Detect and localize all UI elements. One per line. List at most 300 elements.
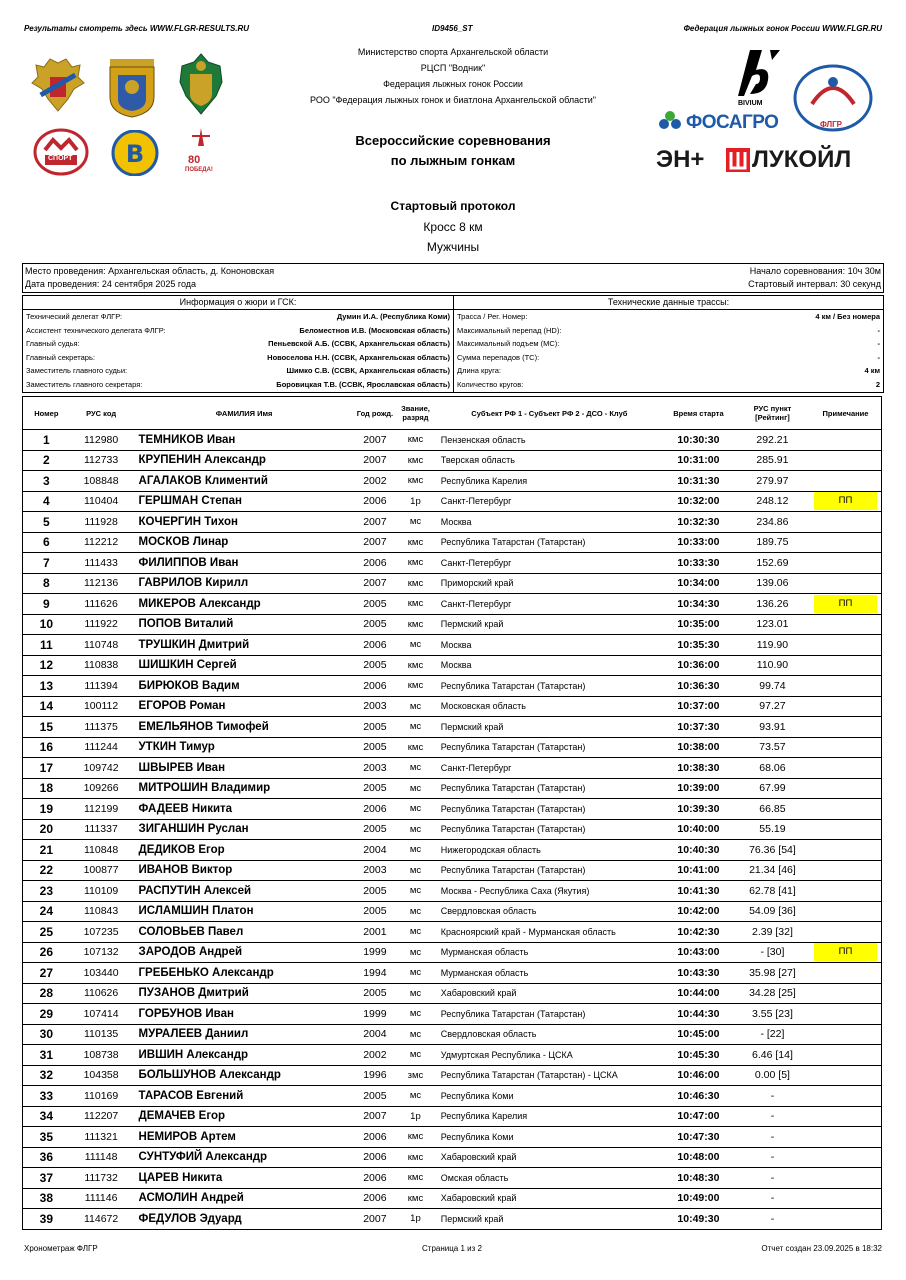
- table-row: [23, 512, 882, 533]
- table-row: [23, 819, 882, 840]
- cell-note: [810, 840, 882, 861]
- cell-team: Республика Татарстан (Татарстан): [437, 532, 662, 553]
- cell-note: [810, 491, 882, 512]
- cell-start: 10:33:00: [662, 532, 735, 553]
- cell-code: 110748: [70, 635, 133, 656]
- cell-num: 34: [23, 1106, 70, 1127]
- cell-rank: мс: [394, 758, 437, 779]
- cell-note: [810, 963, 882, 984]
- cell-note: [810, 717, 882, 738]
- cell-note: [810, 430, 882, 451]
- table-row: [23, 471, 882, 492]
- cell-year: 2005: [356, 594, 395, 615]
- federation-link-text: Федерация лыжных гонок России WWW.FLGR.RU: [683, 24, 882, 33]
- cell-code: 111922: [70, 614, 133, 635]
- cell-start: 10:31:30: [662, 471, 735, 492]
- cell-num: 12: [23, 655, 70, 676]
- cell-note: [810, 737, 882, 758]
- race-name: Кросс 8 км: [423, 220, 483, 234]
- cell-note: [810, 532, 882, 553]
- cell-rank: мс: [394, 942, 437, 963]
- column-header-code: РУС код: [70, 397, 133, 430]
- cell-code: 111433: [70, 553, 133, 574]
- cell-note: [810, 1209, 882, 1230]
- table-row: [23, 450, 882, 471]
- cell-year: 2006: [356, 1168, 395, 1189]
- cell-start: 10:48:00: [662, 1147, 735, 1168]
- cell-name: ДЕМАЧЕВ Егор: [133, 1106, 356, 1127]
- cell-note: [810, 778, 882, 799]
- cell-code: 111146: [70, 1188, 133, 1209]
- cell-year: 2006: [356, 1147, 395, 1168]
- cell-note: [810, 594, 882, 615]
- table-row: [23, 1209, 882, 1230]
- cell-team: Тверская область: [437, 450, 662, 471]
- cell-code: 110404: [70, 491, 133, 512]
- cell-year: 2007: [356, 573, 395, 594]
- cell-code: 112212: [70, 532, 133, 553]
- cell-year: 2004: [356, 1024, 395, 1045]
- cell-rus: 189.75: [735, 532, 810, 553]
- cell-num: 3: [23, 471, 70, 492]
- cell-num: 14: [23, 696, 70, 717]
- cell-num: 30: [23, 1024, 70, 1045]
- cell-year: 2005: [356, 737, 395, 758]
- cell-note: [810, 635, 882, 656]
- cell-year: 2005: [356, 901, 395, 922]
- table-row: [23, 1004, 882, 1025]
- cell-year: 2002: [356, 1045, 395, 1066]
- cell-rank: кмс: [394, 676, 437, 697]
- cell-note: [810, 553, 882, 574]
- cell-team: Республика Татарстан (Татарстан) - ЦСКА: [437, 1065, 662, 1086]
- cell-rus: -: [735, 1209, 810, 1230]
- cell-year: 2005: [356, 819, 395, 840]
- cell-rus: -: [735, 1168, 810, 1189]
- cell-rus: 3.55 [23]: [735, 1004, 810, 1025]
- cell-name: МИКЕРОВ Александр: [133, 594, 356, 615]
- track-section: [454, 296, 883, 392]
- cell-start: 10:34:00: [662, 573, 735, 594]
- cell-team: Республика Коми: [437, 1127, 662, 1148]
- jury-row: Ассистент технического делегата ФЛГР: Беломестнов И.В. (Московская область): [26, 325, 450, 335]
- cell-rus: 93.91: [735, 717, 810, 738]
- cell-rank: 1р: [394, 1106, 437, 1127]
- cell-note: [810, 799, 882, 820]
- cell-rank: кмс: [394, 737, 437, 758]
- cell-rank: кмс: [394, 594, 437, 615]
- cell-team: Хабаровский край: [437, 1147, 662, 1168]
- table-row: [23, 635, 882, 656]
- phosagro-text: ФОСАГРО: [686, 112, 779, 133]
- cell-name: МОСКОВ Линар: [133, 532, 356, 553]
- cell-rank: кмс: [394, 450, 437, 471]
- cell-start: 10:35:30: [662, 635, 735, 656]
- column-header-name: ФАМИЛИЯ Имя: [133, 397, 356, 430]
- cell-rus: 73.57: [735, 737, 810, 758]
- cell-rus: 139.06: [735, 573, 810, 594]
- cell-num: 28: [23, 983, 70, 1004]
- cell-year: 1994: [356, 963, 395, 984]
- cell-name: ИСЛАМШИН Платон: [133, 901, 356, 922]
- table-row: [23, 840, 882, 861]
- cell-num: 26: [23, 942, 70, 963]
- cell-rank: мс: [394, 922, 437, 943]
- cell-num: 35: [23, 1127, 70, 1148]
- organizer-line: РЦСП "Водник": [420, 63, 486, 73]
- cell-num: 20: [23, 819, 70, 840]
- table-row: [23, 594, 882, 615]
- cell-year: 2005: [356, 655, 395, 676]
- cell-year: 2005: [356, 778, 395, 799]
- cell-year: 2004: [356, 840, 395, 861]
- cell-team: Москва: [437, 512, 662, 533]
- cell-note: [810, 450, 882, 471]
- footer-page: Страница 1 из 2: [422, 1244, 482, 1253]
- cell-num: 25: [23, 922, 70, 943]
- cell-team: Республика Татарстан (Татарстан): [437, 737, 662, 758]
- cell-name: ЕГОРОВ Роман: [133, 696, 356, 717]
- cell-year: 2006: [356, 491, 395, 512]
- table-row: [23, 655, 882, 676]
- cell-code: 110626: [70, 983, 133, 1004]
- venue-date: Дата проведения: 24 сентября 2025 года: [25, 279, 197, 289]
- cell-team: Пермский край: [437, 717, 662, 738]
- cell-num: 24: [23, 901, 70, 922]
- cell-team: Свердловская область: [437, 901, 662, 922]
- cell-name: ЕМЕЛЬЯНОВ Тимофей: [133, 717, 356, 738]
- venue-info: [22, 263, 884, 293]
- cell-team: Республика Татарстан (Татарстан): [437, 676, 662, 697]
- cell-num: 11: [23, 635, 70, 656]
- cell-start: 10:45:30: [662, 1045, 735, 1066]
- cell-rank: кмс: [394, 1188, 437, 1209]
- venue-place: Место проведения: Архангельская область, д. Кононовская: [25, 266, 275, 276]
- event-title-line2: по лыжным гонкам: [390, 153, 516, 168]
- cell-rank: мс: [394, 963, 437, 984]
- start-list-table: [22, 396, 882, 1230]
- cell-rus: -: [735, 1086, 810, 1107]
- note-badge: ПП: [814, 943, 877, 961]
- en-plus-logo-icon: ЭН+: [656, 146, 705, 173]
- cell-team: Пермский край: [437, 614, 662, 635]
- cell-start: 10:35:00: [662, 614, 735, 635]
- cell-year: 2005: [356, 717, 395, 738]
- cell-team: Пермский край: [437, 1209, 662, 1230]
- organizer-line: РОО "Федерация лыжных гонок и биатлона Архангельской области": [310, 95, 596, 105]
- jury-title: Информация о жюри и ГСК:: [23, 296, 453, 310]
- cell-rus: 152.69: [735, 553, 810, 574]
- table-row: [23, 963, 882, 984]
- cell-note: [810, 819, 882, 840]
- table-row: [23, 881, 882, 902]
- table-row: [23, 430, 882, 451]
- victory-text: ПОБЕДА!: [185, 167, 213, 173]
- cell-num: 36: [23, 1147, 70, 1168]
- cell-rank: мс: [394, 1024, 437, 1045]
- cell-name: ФАДЕЕВ Никита: [133, 799, 356, 820]
- cell-name: МУРАЛЕЕВ Даниил: [133, 1024, 356, 1045]
- table-row: [23, 676, 882, 697]
- cell-rank: кмс: [394, 1168, 437, 1189]
- sport-logo-text: СПОРТ: [48, 155, 73, 162]
- cell-year: 2007: [356, 1106, 395, 1127]
- cell-team: Приморский край: [437, 573, 662, 594]
- cell-code: 109742: [70, 758, 133, 779]
- organizer-line: Федерация лыжных гонок России: [383, 79, 523, 89]
- cell-num: 19: [23, 799, 70, 820]
- column-header-note: Примечание: [810, 397, 882, 430]
- cell-start: 10:32:00: [662, 491, 735, 512]
- track-title: Технические данные трассы:: [454, 296, 883, 310]
- table-row: [23, 983, 882, 1004]
- cell-start: 10:36:30: [662, 676, 735, 697]
- cell-year: 2006: [356, 635, 395, 656]
- cell-note: [810, 758, 882, 779]
- cell-note: [810, 1045, 882, 1066]
- cell-start: 10:43:00: [662, 942, 735, 963]
- cell-start: 10:43:30: [662, 963, 735, 984]
- cell-rus: 21.34 [46]: [735, 860, 810, 881]
- table-row: [23, 799, 882, 820]
- start-interval: Стартовый интервал: 30 секунд: [748, 279, 881, 289]
- table-row: [23, 696, 882, 717]
- cell-rank: змс: [394, 1065, 437, 1086]
- cell-name: ШВЫРЕВ Иван: [133, 758, 356, 779]
- cell-year: 2006: [356, 1127, 395, 1148]
- event-title: Всероссийские соревнования: [355, 133, 551, 148]
- cell-year: 2007: [356, 430, 395, 451]
- cell-team: Свердловская область: [437, 1024, 662, 1045]
- cell-year: 2005: [356, 614, 395, 635]
- cell-code: 111928: [70, 512, 133, 533]
- cell-note: [810, 1024, 882, 1045]
- cell-name: КРУПЕНИН Александр: [133, 450, 356, 471]
- cell-rank: мс: [394, 881, 437, 902]
- table-row: [23, 1127, 882, 1148]
- table-row: [23, 1168, 882, 1189]
- cell-name: СОЛОВЬЕВ Павел: [133, 922, 356, 943]
- cell-note: [810, 901, 882, 922]
- cell-code: 111626: [70, 594, 133, 615]
- bivium-text: BIVIUM: [738, 100, 763, 107]
- cell-rus: 55.19: [735, 819, 810, 840]
- cell-start: 10:38:00: [662, 737, 735, 758]
- table-row: [23, 1188, 882, 1209]
- cell-num: 38: [23, 1188, 70, 1209]
- cell-name: ИВАНОВ Виктор: [133, 860, 356, 881]
- column-header-rus: РУС пункт [Рейтинг]: [735, 397, 810, 430]
- cell-code: 111394: [70, 676, 133, 697]
- cell-rank: мс: [394, 901, 437, 922]
- sponsors-bottom-logos: [656, 144, 876, 178]
- column-header-team: Субъект РФ 1 - Субъект РФ 2 - ДСО - Клуб: [437, 397, 662, 430]
- cell-name: АСМОЛИН Андрей: [133, 1188, 356, 1209]
- cell-num: 37: [23, 1168, 70, 1189]
- cell-rank: кмс: [394, 1127, 437, 1148]
- cell-rus: 136.26: [735, 594, 810, 615]
- cell-code: 111244: [70, 737, 133, 758]
- cell-num: 21: [23, 840, 70, 861]
- table-row: [23, 1106, 882, 1127]
- cell-rank: кмс: [394, 553, 437, 574]
- track-row: Сумма перепадов (ТС): -: [457, 352, 880, 362]
- cell-name: МИТРОШИН Владимир: [133, 778, 356, 799]
- cell-team: Республика Татарстан (Татарстан): [437, 1004, 662, 1025]
- cell-code: 111148: [70, 1147, 133, 1168]
- cell-note: [810, 942, 882, 963]
- cell-name: ТЕМНИКОВ Иван: [133, 430, 356, 451]
- table-row: [23, 758, 882, 779]
- cell-rank: мс: [394, 635, 437, 656]
- cell-rank: мс: [394, 778, 437, 799]
- cell-year: 2002: [356, 471, 395, 492]
- cell-rank: мс: [394, 819, 437, 840]
- cell-team: Удмуртская Республика - ЦСКА: [437, 1045, 662, 1066]
- cell-rus: 76.36 [54]: [735, 840, 810, 861]
- cell-start: 10:49:00: [662, 1188, 735, 1209]
- jury-row: Главный судья: Пеньевской А.Б. (ССВК, Архангельская область): [26, 339, 450, 348]
- cell-name: ШИШКИН Сергей: [133, 655, 356, 676]
- svg-text:В: В: [125, 140, 145, 168]
- cell-rus: -: [735, 1106, 810, 1127]
- footer-created: Отчет создан 23.09.2025 в 18:32: [761, 1244, 882, 1253]
- cell-note: [810, 922, 882, 943]
- cell-name: ИВШИН Александр: [133, 1045, 356, 1066]
- cell-rank: кмс: [394, 430, 437, 451]
- cell-year: 2001: [356, 922, 395, 943]
- cell-name: ГРЕБЕНЬКО Александр: [133, 963, 356, 984]
- track-row: Максимальный перепад (HD): -: [457, 325, 880, 335]
- results-link-text: Результаты смотреть здесь WWW.FLGR-RESULTS.RU: [24, 24, 250, 33]
- cell-code: 111375: [70, 717, 133, 738]
- cell-name: УТКИН Тимур: [133, 737, 356, 758]
- cell-code: 111337: [70, 819, 133, 840]
- phosagro-logo-icon: [656, 108, 792, 136]
- cell-team: Санкт-Петербург: [437, 758, 662, 779]
- track-row: Трасса / Рег. Номер: 4 км / Без номера: [457, 312, 880, 321]
- note-badge: ПП: [814, 492, 877, 510]
- cell-rank: 1р: [394, 491, 437, 512]
- cell-name: ПОПОВ Виталий: [133, 614, 356, 635]
- cell-year: 1999: [356, 942, 395, 963]
- cell-team: Нижегородская область: [437, 840, 662, 861]
- table-row: [23, 922, 882, 943]
- cell-num: 9: [23, 594, 70, 615]
- cell-start: 10:42:00: [662, 901, 735, 922]
- cell-note: [810, 1147, 882, 1168]
- cell-code: 111732: [70, 1168, 133, 1189]
- cell-start: 10:39:00: [662, 778, 735, 799]
- cell-num: 31: [23, 1045, 70, 1066]
- cell-num: 22: [23, 860, 70, 881]
- jury-row: Заместитель главного секретаря: Боровицкая Т.В. (ССВК, Ярославская область): [26, 379, 450, 389]
- cell-code: 110135: [70, 1024, 133, 1045]
- cell-note: [810, 983, 882, 1004]
- cell-rus: - [30]: [735, 942, 810, 963]
- cell-note: [810, 1065, 882, 1086]
- cell-rus: 54.09 [36]: [735, 901, 810, 922]
- cell-name: ФИЛИППОВ Иван: [133, 553, 356, 574]
- cell-team: Московская область: [437, 696, 662, 717]
- cell-name: ЗИГАНШИН Руслан: [133, 819, 356, 840]
- cell-code: 114672: [70, 1209, 133, 1230]
- cell-num: 27: [23, 963, 70, 984]
- cell-team: Республика Карелия: [437, 1106, 662, 1127]
- cell-start: 10:45:00: [662, 1024, 735, 1045]
- cell-rank: кмс: [394, 573, 437, 594]
- flgr-logo-icon: [792, 64, 874, 132]
- cell-team: Москва: [437, 635, 662, 656]
- cell-year: 2006: [356, 799, 395, 820]
- cell-team: Санкт-Петербург: [437, 553, 662, 574]
- cell-code: 110169: [70, 1086, 133, 1107]
- cell-team: Омская область: [437, 1168, 662, 1189]
- lukoil-text: ЛУКОЙЛ: [752, 146, 852, 173]
- bivium-logo-icon: [736, 48, 784, 108]
- cell-team: Хабаровский край: [437, 1188, 662, 1209]
- cell-year: 2007: [356, 1209, 395, 1230]
- cell-name: ЗАРОДОВ Андрей: [133, 942, 356, 963]
- cell-start: 10:31:00: [662, 450, 735, 471]
- cell-rus: 248.12: [735, 491, 810, 512]
- cell-year: 2007: [356, 450, 395, 471]
- cell-name: ПУЗАНОВ Дмитрий: [133, 983, 356, 1004]
- cell-start: 10:46:00: [662, 1065, 735, 1086]
- cell-num: 13: [23, 676, 70, 697]
- cell-start: 10:39:30: [662, 799, 735, 820]
- cell-name: АГАЛАКОВ Климентий: [133, 471, 356, 492]
- cell-rank: мс: [394, 717, 437, 738]
- cell-rank: кмс: [394, 655, 437, 676]
- cell-team: Мурманская область: [437, 942, 662, 963]
- table-row: [23, 860, 882, 881]
- start-list-body: [23, 430, 882, 1230]
- cell-rank: мс: [394, 1045, 437, 1066]
- cell-note: [810, 881, 882, 902]
- cell-rus: 2.39 [32]: [735, 922, 810, 943]
- cell-start: 10:37:00: [662, 696, 735, 717]
- cell-code: 110848: [70, 840, 133, 861]
- cell-rus: 119.90: [735, 635, 810, 656]
- cell-name: ТРУШКИН Дмитрий: [133, 635, 356, 656]
- cell-team: Мурманская область: [437, 963, 662, 984]
- cell-rus: 97.27: [735, 696, 810, 717]
- cell-rus: 279.97: [735, 471, 810, 492]
- cell-code: 112199: [70, 799, 133, 820]
- cell-start: 10:36:00: [662, 655, 735, 676]
- cell-code: 100112: [70, 696, 133, 717]
- cell-rus: 292.21: [735, 430, 810, 451]
- cell-team: Красноярский край - Мурманская область: [437, 922, 662, 943]
- cell-start: 10:40:00: [662, 819, 735, 840]
- cell-num: 33: [23, 1086, 70, 1107]
- table-row: [23, 942, 882, 963]
- cell-start: 10:41:30: [662, 881, 735, 902]
- column-header-year: Год рожд.: [356, 397, 395, 430]
- cell-rank: кмс: [394, 614, 437, 635]
- cell-note: [810, 1086, 882, 1107]
- document-id: ID9456_ST: [432, 24, 473, 33]
- cell-name: ДЕДИКОВ Егор: [133, 840, 356, 861]
- cell-rus: 68.06: [735, 758, 810, 779]
- cell-num: 16: [23, 737, 70, 758]
- cell-code: 107414: [70, 1004, 133, 1025]
- cell-note: [810, 1168, 882, 1189]
- cell-team: Республика Татарстан (Татарстан): [437, 778, 662, 799]
- cell-year: 2005: [356, 1086, 395, 1107]
- cell-code: 112733: [70, 450, 133, 471]
